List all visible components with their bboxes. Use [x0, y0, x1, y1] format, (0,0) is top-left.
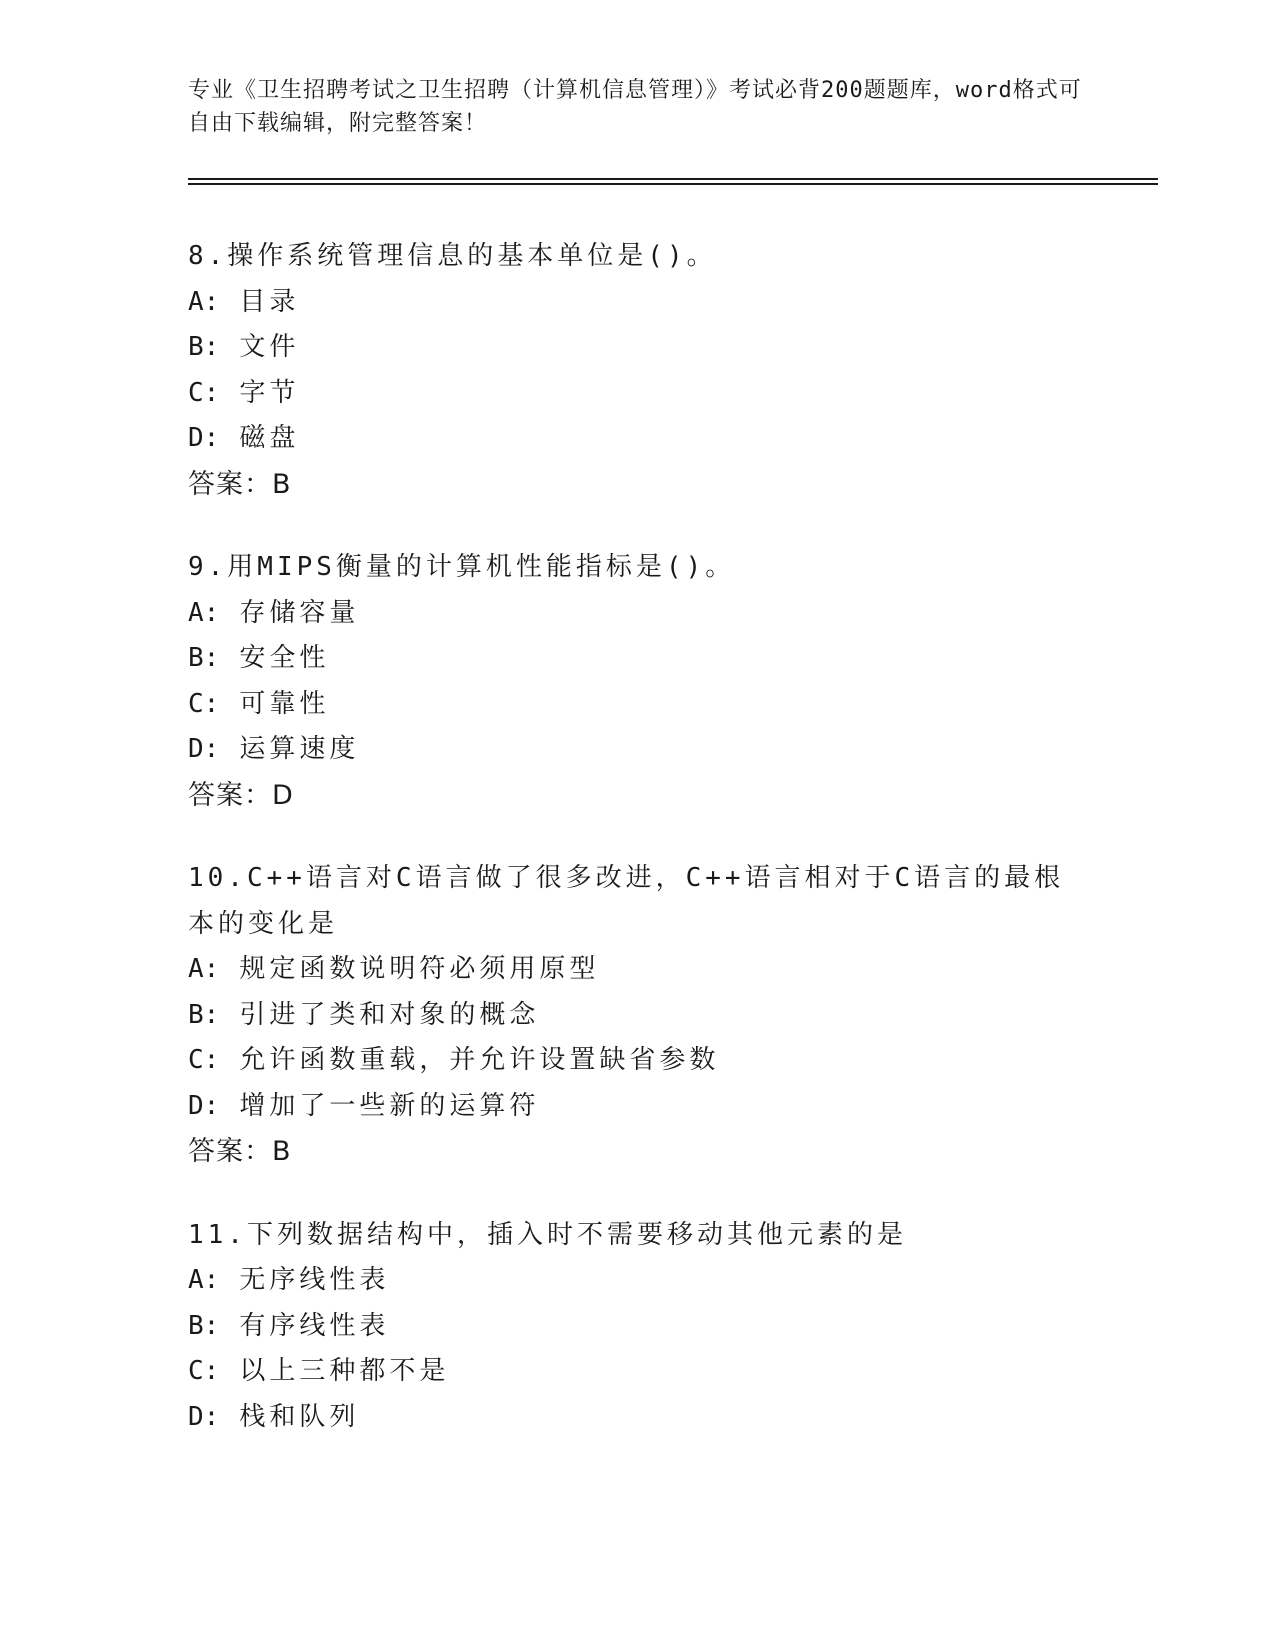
- option-key: B:: [188, 643, 220, 673]
- option-a: [188, 1258, 1148, 1304]
- option-b: [188, 636, 1148, 682]
- question-8: [188, 234, 1148, 507]
- option-key: C:: [188, 377, 220, 408]
- option-key: A:: [188, 954, 220, 984]
- document-header: 专业《卫生招聘考试之卫生招聘（计算机信息管理）》考试必背200题题库，word格式可自由下载编辑，附完整答案！: [188, 78, 1082, 136]
- option-key: D:: [188, 423, 220, 453]
- option-d: [188, 1084, 1148, 1130]
- question-stem: 10.C++语言对C语言做了很多改进，C++语言相对于C语言的最根本的变化是: [188, 863, 1065, 939]
- header-divider-bottom: [188, 183, 1158, 185]
- question-stem: 9.用MIPS衡量的计算机性能指标是()。: [188, 552, 736, 582]
- option-key: A:: [188, 1265, 220, 1295]
- option-text: 允许函数重载，并允许设置缺省参数: [239, 1045, 720, 1075]
- option-key: C:: [188, 1045, 220, 1075]
- option-text: 栈和队列: [239, 1401, 360, 1432]
- option-a: [188, 591, 1148, 637]
- option-a: [188, 280, 1148, 326]
- option-text: 增加了一些新的运算符: [239, 1090, 540, 1121]
- option-key: D:: [188, 1401, 220, 1432]
- option-c: [188, 371, 1148, 417]
- option-c: [188, 1349, 1148, 1395]
- option-text: 字节: [239, 377, 300, 408]
- option-text: 有序线性表: [239, 1310, 390, 1341]
- answer-line: 答案：D: [188, 779, 294, 811]
- option-text: 无序线性表: [239, 1265, 390, 1295]
- option-key: B:: [188, 999, 220, 1030]
- option-d: [188, 416, 1148, 462]
- option-text: 磁盘: [239, 423, 300, 453]
- option-key: B:: [188, 332, 220, 362]
- header-divider-top: [188, 178, 1158, 180]
- option-text: 可靠性: [239, 688, 330, 719]
- option-text: 文件: [239, 332, 300, 362]
- question-stem: 8.操作系统管理信息的基本单位是()。: [188, 241, 717, 271]
- answer-line: 答案：B: [188, 468, 292, 500]
- option-key: C:: [188, 688, 220, 719]
- option-b: [188, 993, 1148, 1039]
- option-text: 安全性: [239, 643, 330, 673]
- option-text: 目录: [239, 286, 300, 317]
- option-b: [188, 1304, 1148, 1350]
- option-key: B:: [188, 1310, 220, 1341]
- question-11: [188, 1213, 1148, 1441]
- option-c: [188, 682, 1148, 728]
- answer-line: 答案：B: [188, 1136, 292, 1167]
- option-text: 引进了类和对象的概念: [239, 999, 540, 1030]
- option-key: D:: [188, 1090, 220, 1121]
- option-key: C:: [188, 1356, 220, 1386]
- option-b: [188, 325, 1148, 371]
- option-d: [188, 1395, 1148, 1441]
- question-stem: 11.下列数据结构中，插入时不需要移动其他元素的是: [188, 1219, 907, 1250]
- option-key: A:: [188, 597, 220, 628]
- question-9: [188, 545, 1148, 818]
- option-c: [188, 1038, 1148, 1084]
- question-10: [188, 856, 1148, 1175]
- option-key: A:: [188, 286, 220, 317]
- option-key: D:: [188, 734, 220, 764]
- option-text: 规定函数说明符必须用原型: [239, 954, 600, 984]
- option-d: [188, 727, 1148, 773]
- option-text: 存储容量: [239, 597, 360, 628]
- option-text: 以上三种都不是: [239, 1356, 450, 1386]
- option-text: 运算速度: [239, 734, 360, 764]
- question-list: [188, 234, 1148, 1478]
- option-a: [188, 947, 1148, 993]
